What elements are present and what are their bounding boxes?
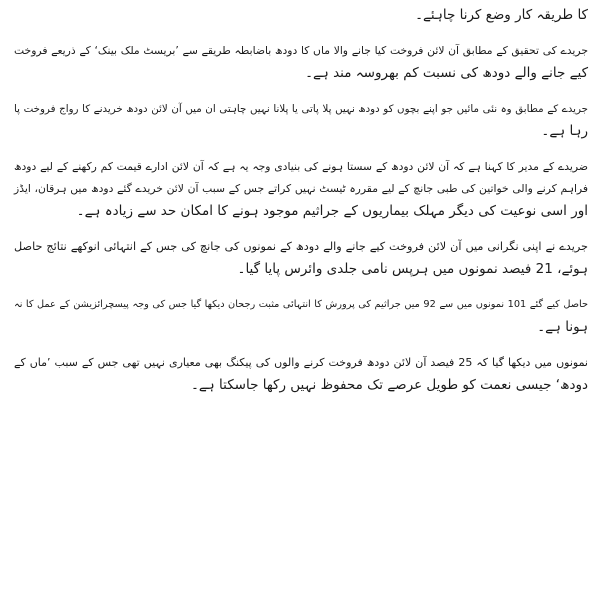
text-line: نمونوں میں دیکھا گیا کہ 25 فیصد آن لائن دودھ فروخت کرنے والوں کی پیکنگ بھی معیاری نہیں تھی جس کے سبب ’ماں کے [14,356,588,369]
text-line: ہوئے، 21 فیصد نمونوں میں ہرپس نامی جلدی وائرس پایا گیا۔ [237,261,588,277]
paragraph-7 [14,352,588,396]
paragraph-6 [14,294,588,338]
text-line: کا طریقہ کار وضع کرنا چاہئے۔ [415,7,588,23]
text-line: حاصل کیے گئے 101 نمونوں میں سے 92 میں جراثیم کی پرورش کا انتہائی مثبت رجحان دیکھا گیا جس کی وجہ پیسچرائزیشن کے عمل کا نہ [14,299,588,310]
text-line: جریدے کے مطابق وہ نئی مائیں جو اپنے بچوں کو دودھ نہیں پلا پاتی یا پلانا نہیں چاہتی ان میں آن لائن دودھ خریدنے کا رواج فروخت پا [14,103,588,115]
paragraph-4 [14,156,588,222]
text-line: ضریدے کے مدیر کا کہنا ہے کہ آن لائن دودھ کے سستا ہونے کی بنیادی وجہ یہ ہے کہ آن لائن ادارے قیمت کم رکھنے کے لیے دودھ [14,160,588,173]
text-line: ہونا ہے۔ [537,319,588,335]
text-line: رہا ہے۔ [541,123,588,139]
text-line: دودھ‘ جیسی نعمت کو طویل عرصے تک محفوظ نہیں رکھا جاسکتا ہے۔ [190,377,588,393]
paragraph-1 [14,4,588,26]
text-line: کیے جانے والے دودھ کی نسبت کم بھروسہ مند ہے۔ [305,65,588,81]
paragraph-5 [14,236,588,280]
paragraph-3 [14,98,588,142]
text-line: فراہم کرنے والی خواتین کی طبی جانچ کے لیے مقررہ ٹیسٹ نہیں کراتے جس کے سبب آن لائن خریدے گئے دودھ میں ہرقان، ایڈز [14,182,588,195]
text-line: اور اسی نوعیت کی دیگر مہلک بیماریوں کے جراثیم موجود ہونے کا امکان حد سے زیادہ ہے۔ [76,203,588,219]
text-line: جریدے کی تحقیق کے مطابق آن لائن فروخت کیا جانے والا ماں کا دودھ باضابطہ طریقے سے ’بریسٹ ملک بینک‘ کے ذریعے فروخت [14,44,588,57]
paragraph-2 [14,40,588,84]
text-line: جریدے نے اپنی نگرانی میں آن لائن فروخت کیے جانے والے دودھ کے نمونوں کی جانچ کی جس کے انتہائی انوکھے نتائج حاصل [14,240,588,253]
